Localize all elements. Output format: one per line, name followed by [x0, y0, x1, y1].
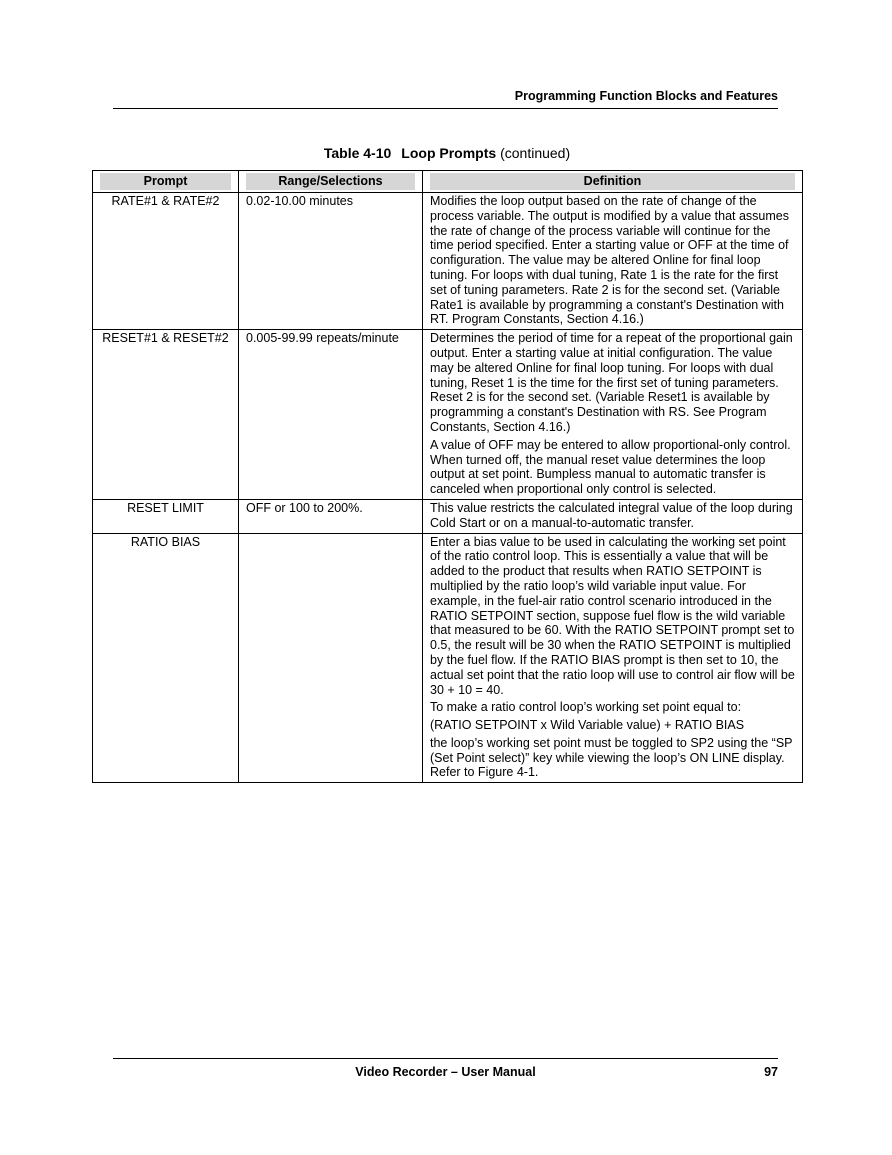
- range-cell: [239, 533, 423, 783]
- range-cell: 0.005-99.99 repeats/minute: [239, 330, 423, 500]
- definition-cell: [423, 330, 803, 500]
- prompt-cell: RESET LIMIT: [93, 499, 239, 533]
- prompt-cell: RATE#1 & RATE#2: [93, 193, 239, 330]
- prompt-cell: RATIO BIAS: [93, 533, 239, 783]
- column-header-prompt: Prompt: [93, 171, 239, 193]
- definition-paragraph: Determines the period of time for a repeat of the proportional gain output. Enter a starting value at initial configuration. The value may be altered Online for final loop tuning. For loops with dual tuning, Reset 1 is the time for the first set of tuning parameters. Reset 2 is for the second set. (Variable Reset1 is available by programming a constant's Destination with RS. See Program Constants, Section 4.16.): [430, 331, 793, 434]
- page-header: [113, 88, 778, 109]
- table-caption-suffix: (continued): [500, 145, 571, 161]
- table-header-row: [93, 171, 803, 193]
- table-row: [93, 533, 803, 783]
- range-cell: OFF or 100 to 200%.: [239, 499, 423, 533]
- definition-paragraph: Modifies the loop output based on the rate of change of the process variable. The output is modified by a value that assumes the rate of change of the process variable will continue for the time period specified. Enter a starting value or OFF at the time of configuration. The value may be altered Online for final loop tuning. For loops with dual tuning, Rate 1 is the rate for the first set of tuning parameters. Rate 2 is for the second set. (Variable Rate1 is available by programming a constant's Destination with RT. Program Constants, Section 4.16.): [430, 194, 789, 327]
- table-row: [93, 330, 803, 500]
- definition-cell: [423, 193, 803, 330]
- definition-paragraph: To make a ratio control loop’s working set point equal to:: [430, 700, 742, 715]
- definition-paragraph: This value restricts the calculated integral value of the loop during Cold Start or on a manual-to-automatic transfer.: [430, 500, 793, 530]
- table-caption: [92, 145, 802, 161]
- table-caption-title: Loop Prompts: [401, 145, 497, 161]
- definition-paragraph: the loop’s working set point must be toggled to SP2 using the “SP (Set Point select)” key while viewing the loop’s ON LINE display. Refer to Figure 4-1.: [430, 735, 793, 780]
- definition-paragraph: Enter a bias value to be used in calculating the working set point of the ratio control loop. This is essentially a value that will be added to the product that results when RATIO SETPOINT is multiplied by the ratio loop’s wild variable input value. For example, in the fuel-air ratio control scenario introduced in the RATIO SETPOINT section, suppose fuel flow is the wild variable that measured to be 60. With the RATIO SETPOINT prompt set to 0.5, the result will be 30 when the RATIO SETPOINT is multiplied by the fuel flow. If the RATIO BIAS prompt is then set to 10, the actual set point that the ratio loop will use to control air flow will be 30 + 10 = 40.: [430, 534, 795, 697]
- definition-cell: [423, 499, 803, 533]
- page-number: 97: [764, 1065, 778, 1079]
- prompt-cell: RESET#1 & RESET#2: [93, 330, 239, 500]
- column-header-range: Range/Selections: [239, 171, 423, 193]
- range-cell: 0.02-10.00 minutes: [239, 193, 423, 330]
- column-header-definition: Definition: [423, 171, 803, 193]
- footer-title: Video Recorder – User Manual: [355, 1065, 536, 1079]
- definition-paragraph: A value of OFF may be entered to allow proportional-only control. When turned off, the manual reset value determines the loop output at set point. Bumpless manual to automatic transfer is canceled when proportional only control is selected.: [430, 437, 791, 497]
- table-row: [93, 193, 803, 330]
- table-row: [93, 499, 803, 533]
- page-footer: [113, 1058, 778, 1081]
- loop-prompts-table: [92, 170, 803, 783]
- header-title: Programming Function Blocks and Features: [514, 89, 778, 103]
- table-caption-label: Table 4-10: [323, 145, 392, 161]
- definition-paragraph: (RATIO SETPOINT x Wild Variable value) + RATIO BIAS: [430, 718, 745, 733]
- definition-cell: [423, 533, 803, 783]
